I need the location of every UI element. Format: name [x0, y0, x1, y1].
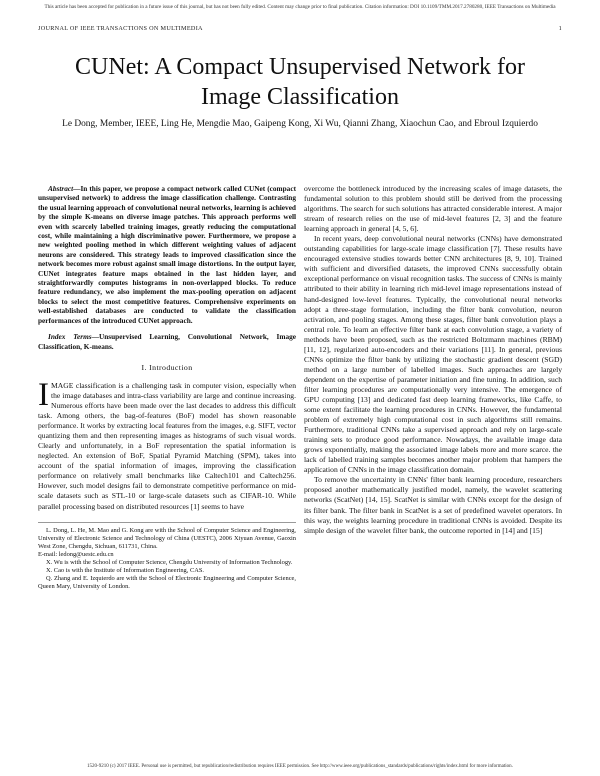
- right-column: [304, 184, 562, 536]
- footnote: X. Cao is with the Institute of Information Engineering, CAS.: [46, 566, 204, 574]
- footnote-email: E-mail: ledong@uestc.edu.cn: [38, 550, 114, 558]
- body-paragraph: overcome the bottleneck introduced by the increasing scales of image datasets, the fundamental solution to this problem should still be derived from the processing algorithms. The search for such solutions has attracted considerable interest. A major stream of research relies on the use of mid-level features [2, 3] and the feature learning approach in general [4, 5, 6].: [304, 184, 562, 234]
- index-terms-text: —Unsupervised Learning, Convolutional Network, Image Classification, K-means.: [38, 332, 297, 351]
- author-list: Le Dong, Member, IEEE, Ling He, Mengdie Mao, Gaipeng Kong, Xi Wu, Qianni Zhang, Xiaochun Cao, and Ebroul Izquierdo: [62, 119, 538, 129]
- section-heading: I. Introduction: [141, 362, 193, 372]
- left-column: [38, 184, 296, 591]
- footnote: Q. Zhang and E. Izquierdo are with the School of Electronic Engineering and Computer Science, Queen Mary, University of London.: [38, 574, 296, 590]
- abstract: [38, 184, 296, 325]
- intro-text: MAGE classification is a challenging task in computer vision, especially when the image databases and intra-class variability are large and continue increasing. Numerous efforts have been made over the last decades to address this difficult task. Among others, the bag-of-features (BoF) model has shown reasonable performance. It works by extracting local features from the images, e.g. SIFT, vector quantizing them and then representing images as histograms of such visual words. Clearly and unfortunately, in a BoF representation the spatial information is neglected. An extension of BoF, Spatial Pyramid Matching (SPM), takes into account of the spatial information of images, improving the classification performance on relatively small benchmarks like Caltech101 and Caltech256. However, such model designs fail to demonstrate competitive performance on mid-scale datasets such as STL-10 or large-scale datasets such as CIFAR-10. While parallel processing based on distributed resources [1] seems to have: [38, 380, 296, 511]
- footnote: L. Dong, L. He, M. Mao and G. Kong are with the School of Computer Science and Engineering, University of Electronic Science and Technology of China (UESTC), 2006 Xiyuan Avenue, Gaoxin West Zone, Chengdu, Sichuan, 611731, China.: [38, 526, 296, 550]
- index-terms-label: Index Terms: [48, 332, 92, 342]
- paper-title: CUNet: A Compact Unsupervised Network for Image Classification: [75, 54, 525, 110]
- journal-name: JOURNAL OF IEEE TRANSACTIONS ON MULTIMEDIA: [38, 25, 203, 32]
- footnote: X. Wu is with the School of Computer Science, Chengdu University of Information Technology.: [46, 558, 293, 566]
- index-terms: [38, 332, 296, 351]
- abstract-text: —In this paper, we propose a compact network called CUNet (compact unsupervised network) to address the image classification challenge. Contrasting the usual learning approach of convolutional neural networks, learning is achieved by the simple K-means on diverse image patches. This approach performs well even with scarcely labelled training images, greatly reducing the computational cost, while maintaining a high discriminative power. Furthermore, we propose a new weighted pooling method in which different weighting values of adjacent neurons are considered. This strategy leads to improved classification since the network becomes more robust against small image distortions. In the output layer, CUNet integrates feature maps obtained in the last hidden layer, and straightforwardly computes histograms in non-overlapped blocks. To reduce feature redundancy, we also implement the max-pooling operation on adjacent blocks to select the most competitive features. Comprehensive experiments on well-established databases are conducted to validate the classification performances of the introduced CUNet approach.: [38, 184, 296, 325]
- copyright-footer: 1520-9210 (c) 2017 IEEE. Personal use is permitted, but republication/redistribution requires IEEE permission. See http://www.ieee.org/publications_standards/publications/rights/index.html for more information.: [87, 764, 513, 769]
- body-paragraph: In recent years, deep convolutional neural networks (CNNs) have demonstrated outstanding capabilities for large-scale image classification [7]. These results have encouraged extensive studies towards better CNN architectures [8, 9, 10]. Trained with sufficient and diversified datasets, the improved CNNs successfully obtain exceptional performance on visual recognition tasks. The success of CNNs is mainly attributed to their ability in learning rich mid-level image representations instead of hand-designed low-level features. Typically, the convolutional neural networks adopt a three-stage formulation, including the filter bank convolution, neuron activation, and pooling stages. Among these stages, filter bank convolution plays a central role. To learn an effective filter bank at each convolution stage, a variety of methods have been proposed, such as the restricted Boltzmann machines (RBM) [11, 12], regularized auto-encoders and their variations [11]. In general, previous CNNs optimize the filter bank by utilizing the stochastic gradient descent (SGD) method on a large number of labelled images. Such approaches are largely dependent on the expertise of parameter initiation and fine tuning. In addition, such filter learning procedures are computationally very intensive. The emergence of GPU computing [13] and dedicated fast deep learning frameworks, like Caffe, to some extent facilitate the learning procedures in CNNs. However, the fundamental problem of extremely high computational cost in such algorithms still remains. Furthermore, traditional CNNs take a supervised approach and rely on large-scale training sets to produce good performance. Nowadays, the available image data grows exponentially, making the associated image labels more and more scarce. the lack of labelled training samples becomes another major problem that hampers the application of CNNs in the image classification domain.: [304, 234, 562, 475]
- prepublication-notice: This article has been accepted for publication in a future issue of this journal, but has not been fully edited. Content may change prior to final publication. Citation information: DOI 10.1109/TMM.2017.2780280, IEEE Transactions on Multimedia: [44, 4, 556, 10]
- running-head: [38, 25, 562, 32]
- drop-cap: I: [38, 376, 49, 413]
- abstract-label: Abstract: [48, 184, 74, 193]
- body-paragraph: To remove the uncertainty in CNNs' filter bank learning procedure, researchers proposed another mathematically justified model, namely, the wavelet scattering networks (ScatNet) [14, 15]. ScatNet is similar with CNNs except for the design of its filter bank. The filter bank in ScatNet is a set of predefined wavelet operators. In this way, the weights learning procedure in traditional CNNs is avoided. Despite its simple design of the wavelet filter bank, the outcome reported in [14] and [15]: [304, 475, 562, 535]
- page-number: 1: [558, 25, 562, 32]
- intro-paragraph: [38, 376, 296, 512]
- affiliation-footnotes: [38, 522, 296, 591]
